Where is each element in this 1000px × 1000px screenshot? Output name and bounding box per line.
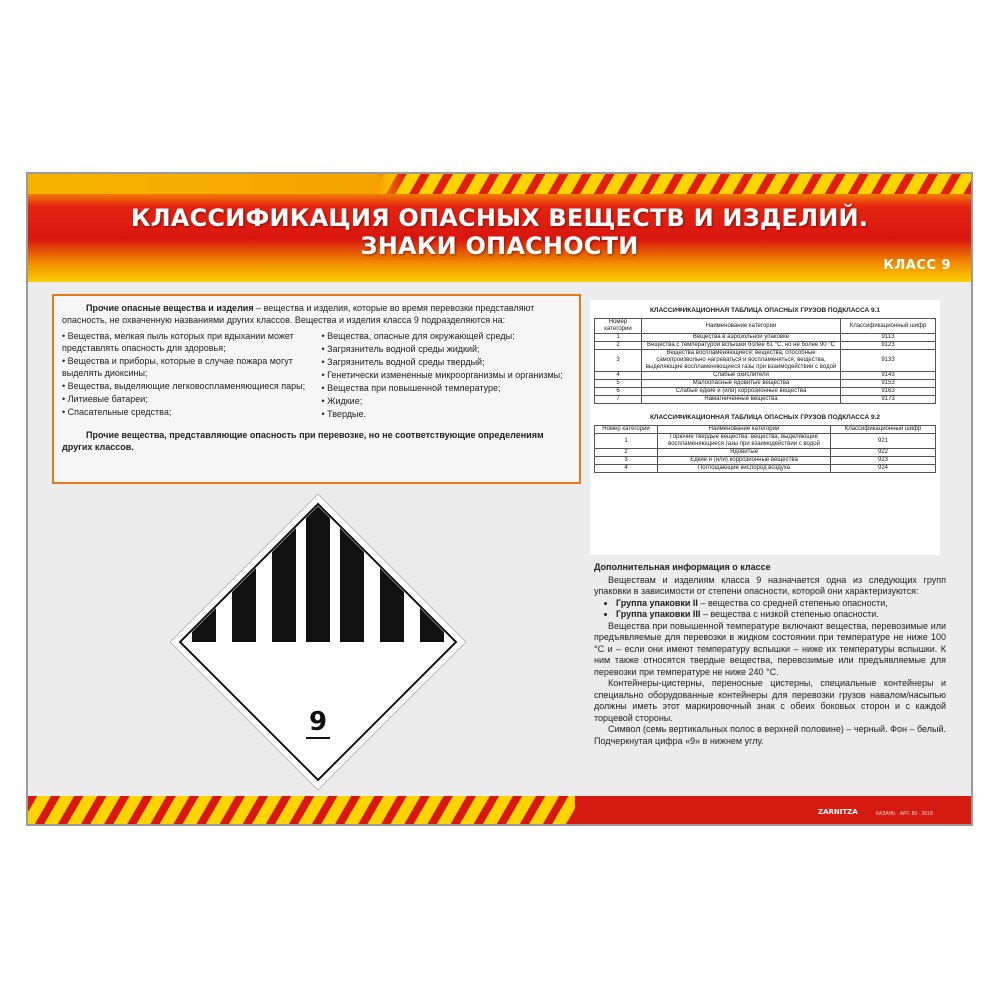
poster [26,172,973,826]
table-cell: Горючие твердые вещества: вещества, выделяющие воспламеняющиеся газы при взаимодействии с водой [658,434,831,449]
table-header-row [595,319,936,334]
info-outro: Прочие вещества, представляющие опасность при перевозке, но не соответствующие определениям других классов. [62,430,544,452]
list-item: • Вещества, мелкая пыль которых при вдыхании может представлять опасность для здоровья; [62,331,294,353]
table-header-row [595,426,936,434]
header-banner [28,174,971,282]
info-intro [62,302,571,326]
table-cell: 9163 [841,388,936,396]
table-cell: Ядовитые [658,449,831,457]
table-cell: 1 [595,334,642,342]
info-left-column [62,330,312,421]
hazard-stripes-top [28,174,971,194]
additional-info-paragraph: Веществам и изделиям класса 9 назначается одна из следующих групп упаковки в зависимости от степени опасности, которой они характеризуются: [594,574,946,596]
table-cell: 2 [595,342,642,350]
table-cell: Малоопасные ядовитые вещества [642,380,841,388]
table-cell: 5 [595,380,642,388]
page-title [28,204,971,260]
list-item: • Вещества, выделяющие легковоспламеняющиеся пары; [62,381,306,391]
list-item: • Загрязнитель водной среды жидкий; [321,344,480,354]
table-cell: 921 [831,434,936,449]
table-row [595,396,936,404]
hazard-sign-class-9-icon [168,492,468,792]
group-text: – вещества со средней степенью опасности, [697,597,888,608]
title-line-2: ЗНАКИ ОПАСНОСТИ [360,232,639,260]
classification-tables [590,300,940,555]
table-cell: 9143 [841,372,936,380]
column-header: Номер категории [595,426,658,434]
list-item: • Спасательные средства; [62,407,172,417]
column-header: Наименование категории [642,319,841,334]
footer-red-band [575,796,971,824]
column-header: Номер категории [595,319,642,334]
table-cell: 9133 [841,350,936,372]
table-row [595,449,936,457]
info-right-column [322,330,572,421]
table-row [595,334,936,342]
table-cell: 923 [831,457,936,465]
table-row [595,434,936,449]
table-9-1-title: КЛАССИФИКАЦИОННАЯ ТАБЛИЦА ОПАСНЫХ ГРУЗОВ ПОДКЛАССА 9.1 [649,307,881,314]
info-columns [62,330,571,421]
footer-banner [28,796,971,824]
table-row [595,372,936,380]
additional-info-paragraph: Контейнеры-цистерны, переносные цистерны, специальные контейнеры и специально оборудованные контейнеры для перевозки грузов навалом/насыпью должны иметь этот маркировочный знак с обеих боковых сторон и с каждой торцевой стороны. [594,678,946,723]
table-cell: Слабые окислители [642,372,841,380]
table-cell: 924 [831,465,936,473]
table-cell: Едкие и (или) коррозионные вещества [658,457,831,465]
table-cell: 9123 [841,342,936,350]
table-cell: Слабые едкие и (или) коррозионные вещества [642,388,841,396]
column-header: Классификационный шифр [831,426,936,434]
sign-number: 9 [308,707,328,737]
table-cell: 9173 [841,396,936,404]
table-cell: 7 [595,396,642,404]
list-item: • Вещества и приборы, которые в случае пожара могут выделять диоксины; [62,356,293,378]
brand-logo: ZARNITZA [818,808,858,816]
list-item: • Жидкие; [321,396,363,406]
table-row [595,350,936,372]
table-cell: 4 [595,372,642,380]
table-9-1 [594,318,936,404]
list-item [616,598,946,610]
column-header: Наименование категории [658,426,831,434]
intro-term: Прочие опасные вещества и изделия [86,303,254,313]
table-cell: Вещества в аэрозольной упаковке [642,334,841,342]
group-label: Группа упаковки III [616,609,701,619]
table-cell: 922 [831,449,936,457]
list-item: • Вещества при повышенной температуре; [321,383,501,393]
class-badge: КЛАСС 9 [883,258,951,273]
additional-info-paragraph: Символ (семь вертикальных полос в верхней половине) – черный. Фон – белый. Подчеркнутая цифра «9» в нижнем углу. [594,724,946,746]
table-9-2 [594,425,936,473]
table-cell: 3 [595,457,658,465]
table-cell: Вещества воспламеняющиеся: вещества, способные самопроизвольно нагреваться и воспламеняться; вещества, выделяющие воспламеняющиеся газы при взаимодействии с водой [642,350,841,372]
hazard-stripes-bottom [28,796,575,824]
list-item [616,609,946,621]
table-cell: 3 [595,350,642,372]
table-cell: Намагниченные вещества [642,396,841,404]
list-item: • Вещества, опасные для окружающей среды: [321,331,515,341]
group-label: Группа упаковки II [616,597,698,608]
table-row [595,457,936,465]
list-item: • Твердые. [321,409,366,419]
additional-info-heading: Дополнительная информация о классе [594,562,771,572]
table-row [595,388,936,396]
intro-text: – вещества и изделия, которые во время перевозки представляют опасность, не охваченную названиями других классов. Вещества и изделия класса 9 подразделяются на: [62,303,535,325]
packing-groups-list [594,598,946,621]
table-cell: 2 [595,449,658,457]
table-cell: 9153 [841,380,936,388]
table-cell: 4 [595,465,658,473]
table-cell: 9113 [841,334,936,342]
column-header: Классификационный шифр [841,319,936,334]
table-cell: 1 [595,434,658,449]
additional-info [594,562,946,747]
brand-meta: КАЗАНЬ · АРТ. 89 · 2018 [876,811,933,817]
title-line-1: КЛАССИФИКАЦИЯ ОПАСНЫХ ВЕЩЕСТВ И ИЗДЕЛИЙ. [130,204,869,232]
list-item: • Литиевые батареи; [62,394,148,404]
table-9-2-title: КЛАССИФИКАЦИОННАЯ ТАБЛИЦА ОПАСНЫХ ГРУЗОВ ПОДКЛАССА 9.2 [649,414,881,421]
table-row [595,342,936,350]
table-cell: Вещества с температурой вспышки более 61 °С, но не более 90 °С [642,342,841,350]
list-item: • Генетически измененные микроорганизмы и организмы; [321,370,563,380]
list-item: • Загрязнитель водной среды твердый; [321,357,485,367]
table-cell: Поглощающие кислород воздуха [658,465,831,473]
table-row [595,465,936,473]
group-text: – вещества с низкой степенью опасности. [700,609,879,619]
additional-info-paragraph: Вещества при повышенной температуре включают вещества, перевозимые или предъявляемые для перевозки в жидком состоянии при температуре не ниже 100 °С и – если они имеют температуру вспышки – ниже их температуры вспышки. К ним также относятся твердые вещества, перевозимые или предъявляемые для перевозки при температуре не ниже 240 °С. [594,620,946,677]
table-cell: 6 [595,388,642,396]
info-box [52,294,581,484]
table-row [595,380,936,388]
